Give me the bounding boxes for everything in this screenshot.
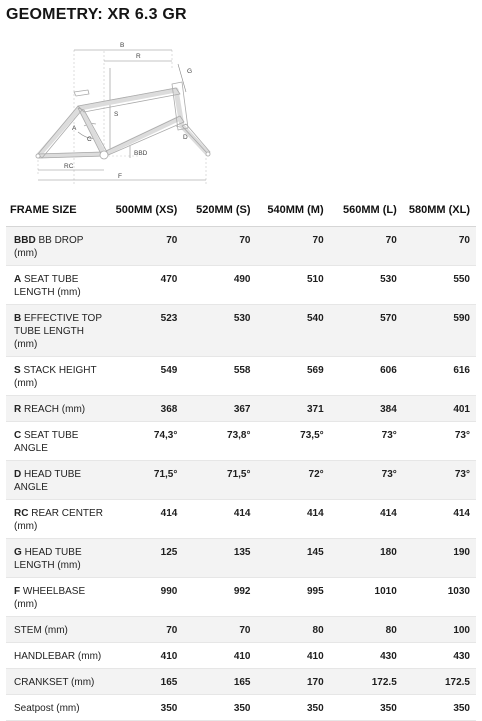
row-value: 70 <box>183 616 256 642</box>
row-label <box>6 642 110 668</box>
row-value: 490 <box>183 265 256 304</box>
row-value: 71,5° <box>183 460 256 499</box>
row-name: CRANKSET (mm) <box>14 676 95 688</box>
row-value: 170 <box>257 668 330 694</box>
row-value: 125 <box>110 538 183 577</box>
row-value: 401 <box>403 395 476 421</box>
row-name: SEAT TUBE LENGTH (mm) <box>14 273 81 298</box>
row-label <box>6 356 110 395</box>
row-value: 371 <box>257 395 330 421</box>
row-value: 71,5° <box>110 460 183 499</box>
row-value: 384 <box>330 395 403 421</box>
diagram-label-rc: RC <box>64 163 74 170</box>
row-label <box>6 577 110 616</box>
row-value: 1010 <box>330 577 403 616</box>
row-label <box>6 668 110 694</box>
row-value: 172.5 <box>403 668 476 694</box>
row-code: F <box>14 585 21 597</box>
row-value: 992 <box>183 577 256 616</box>
row-name: BB DROP (mm) <box>14 234 84 259</box>
table-row <box>6 356 476 395</box>
row-label <box>6 460 110 499</box>
diagram-label-a: A <box>72 125 77 132</box>
row-value: 570 <box>330 304 403 356</box>
row-value: 414 <box>330 499 403 538</box>
row-code: R <box>14 403 22 415</box>
row-value: 558 <box>183 356 256 395</box>
row-value: 606 <box>330 356 403 395</box>
row-value: 414 <box>257 499 330 538</box>
table-row <box>6 265 476 304</box>
row-code: B <box>14 312 22 324</box>
diagram-label-r: R <box>136 53 141 60</box>
row-value: 616 <box>403 356 476 395</box>
row-code: S <box>14 364 21 376</box>
row-code: BBD <box>14 234 36 246</box>
row-value: 540 <box>257 304 330 356</box>
row-value: 165 <box>110 668 183 694</box>
table-row <box>6 577 476 616</box>
row-name: EFFECTIVE TOP TUBE LENGTH (mm) <box>14 312 102 350</box>
row-code: A <box>14 273 22 285</box>
row-name: Seatpost (mm) <box>14 702 80 714</box>
row-value: 414 <box>183 499 256 538</box>
row-label <box>6 694 110 720</box>
row-value: 73,5° <box>257 421 330 460</box>
row-name: REAR CENTER (mm) <box>14 507 103 532</box>
row-value: 590 <box>403 304 476 356</box>
row-name: WHEELBASE (mm) <box>14 585 86 610</box>
table-row <box>6 395 476 421</box>
row-name: HEAD TUBE LENGTH (mm) <box>14 546 82 571</box>
row-value: 530 <box>330 265 403 304</box>
row-value: 73,8° <box>183 421 256 460</box>
row-value: 180 <box>330 538 403 577</box>
row-value: 414 <box>403 499 476 538</box>
row-code: G <box>14 546 22 558</box>
row-value: 430 <box>330 642 403 668</box>
row-value: 410 <box>257 642 330 668</box>
row-value: 350 <box>330 694 403 720</box>
frame-geometry-diagram <box>0 28 482 188</box>
row-value: 70 <box>257 226 330 265</box>
row-value: 73° <box>403 460 476 499</box>
row-value: 414 <box>110 499 183 538</box>
row-label <box>6 304 110 356</box>
row-value: 350 <box>183 694 256 720</box>
table-row <box>6 226 476 265</box>
row-label <box>6 616 110 642</box>
row-code: RC <box>14 507 29 519</box>
row-value: 1030 <box>403 577 476 616</box>
row-value: 530 <box>183 304 256 356</box>
diagram-label-s: S <box>114 111 119 118</box>
row-value: 172.5 <box>330 668 403 694</box>
row-value: 70 <box>110 616 183 642</box>
row-value: 430 <box>403 642 476 668</box>
table-row <box>6 694 476 720</box>
row-value: 569 <box>257 356 330 395</box>
row-value: 470 <box>110 265 183 304</box>
diagram-label-f: F <box>118 173 122 180</box>
row-value: 70 <box>403 226 476 265</box>
row-value: 350 <box>110 694 183 720</box>
row-value: 145 <box>257 538 330 577</box>
row-value: 523 <box>110 304 183 356</box>
row-value: 73° <box>330 421 403 460</box>
page-title: GEOMETRY: XR 6.3 GR <box>6 6 187 23</box>
table-row <box>6 499 476 538</box>
column-header-m: 540MM (M) <box>257 194 330 226</box>
row-code: D <box>14 468 22 480</box>
diagram-label-g: G <box>187 68 193 75</box>
geometry-table <box>6 194 476 721</box>
table-row <box>6 616 476 642</box>
table-row <box>6 421 476 460</box>
row-label <box>6 499 110 538</box>
row-value: 70 <box>330 226 403 265</box>
table-row <box>6 304 476 356</box>
column-header-xl: 580MM (XL) <box>403 194 476 226</box>
row-name: STACK HEIGHT (mm) <box>14 364 97 389</box>
column-header-l: 560MM (L) <box>330 194 403 226</box>
row-value: 368 <box>110 395 183 421</box>
row-name: HANDLEBAR (mm) <box>14 650 102 662</box>
diagram-label-bbd: BBD <box>134 150 148 157</box>
row-value: 410 <box>110 642 183 668</box>
table-row <box>6 460 476 499</box>
table-row <box>6 538 476 577</box>
table-row <box>6 668 476 694</box>
table-row <box>6 642 476 668</box>
row-value: 135 <box>183 538 256 577</box>
row-value: 990 <box>110 577 183 616</box>
row-value: 70 <box>110 226 183 265</box>
row-value: 549 <box>110 356 183 395</box>
row-value: 74,3° <box>110 421 183 460</box>
row-value: 70 <box>183 226 256 265</box>
table-header-row <box>6 194 476 226</box>
row-name: STEM (mm) <box>14 624 68 636</box>
diagram-label-d: D <box>183 134 188 141</box>
row-value: 72° <box>257 460 330 499</box>
row-value: 550 <box>403 265 476 304</box>
row-value: 995 <box>257 577 330 616</box>
row-value: 80 <box>330 616 403 642</box>
row-label <box>6 395 110 421</box>
row-value: 350 <box>403 694 476 720</box>
row-value: 73° <box>330 460 403 499</box>
row-code: C <box>14 429 22 441</box>
row-label <box>6 421 110 460</box>
diagram-label-b: B <box>120 42 125 49</box>
column-header-xs: 500MM (XS) <box>110 194 183 226</box>
row-label <box>6 226 110 265</box>
row-name: SEAT TUBE ANGLE <box>14 429 79 454</box>
row-value: 100 <box>403 616 476 642</box>
column-header-frame-size: FRAME SIZE <box>6 194 110 226</box>
row-label <box>6 538 110 577</box>
row-value: 80 <box>257 616 330 642</box>
row-name: HEAD TUBE ANGLE <box>14 468 82 493</box>
row-value: 367 <box>183 395 256 421</box>
row-value: 510 <box>257 265 330 304</box>
row-value: 73° <box>403 421 476 460</box>
row-value: 350 <box>257 694 330 720</box>
row-value: 190 <box>403 538 476 577</box>
diagram-label-c: C <box>87 136 92 143</box>
column-header-s: 520MM (S) <box>183 194 256 226</box>
row-value: 410 <box>183 642 256 668</box>
row-name: REACH (mm) <box>24 403 86 415</box>
row-value: 165 <box>183 668 256 694</box>
row-label <box>6 265 110 304</box>
